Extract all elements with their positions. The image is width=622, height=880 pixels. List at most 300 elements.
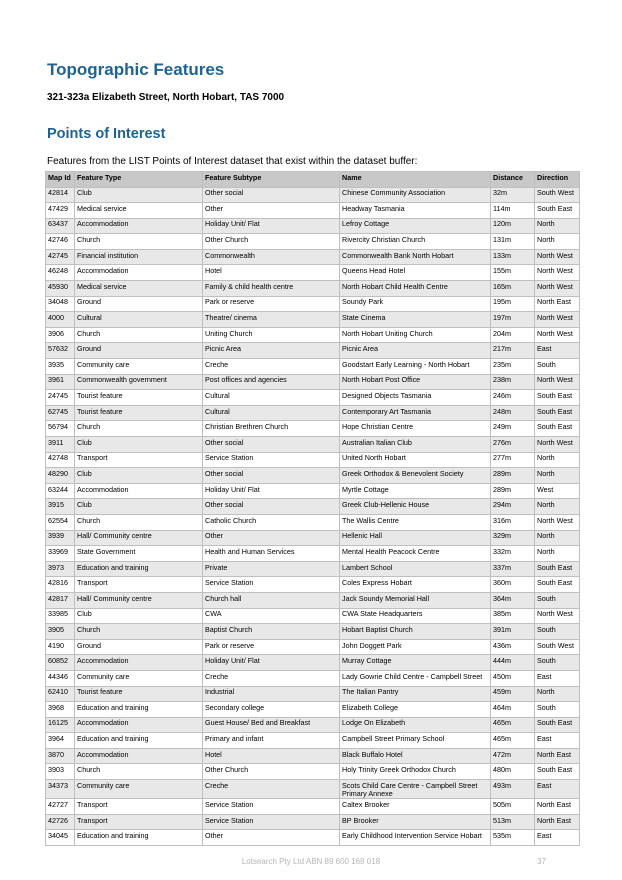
name-cell: Greek Orthodox & Benevolent Society <box>340 468 491 484</box>
map-id-cell: 33985 <box>46 608 75 624</box>
name-cell: Queens Head Hotel <box>340 265 491 281</box>
feature-subtype-cell: Uniting Church <box>203 327 340 343</box>
table-row <box>46 296 580 312</box>
map-id-cell: 4000 <box>46 312 75 328</box>
direction-cell: North West <box>535 281 580 297</box>
feature-subtype-cell: Service Station <box>203 577 340 593</box>
feature-subtype-cell: Hotel <box>203 748 340 764</box>
direction-cell: South West <box>535 187 580 203</box>
name-cell: North Hobart Child Health Centre <box>340 281 491 297</box>
name-cell: Hobart Baptist Church <box>340 624 491 640</box>
map-id-cell: 3903 <box>46 764 75 780</box>
distance-cell: 329m <box>491 530 535 546</box>
name-cell: Goodstart Early Learning - North Hobart <box>340 359 491 375</box>
column-header: Name <box>340 172 491 188</box>
map-id-cell: 60852 <box>46 655 75 671</box>
map-id-cell: 24745 <box>46 390 75 406</box>
distance-cell: 235m <box>491 359 535 375</box>
direction-cell: South <box>535 592 580 608</box>
map-id-cell: 42748 <box>46 452 75 468</box>
name-cell: Holy Trinity Greek Orthodox Church <box>340 764 491 780</box>
distance-cell: 238m <box>491 374 535 390</box>
distance-cell: 364m <box>491 592 535 608</box>
name-cell: North Hobart Post Office <box>340 374 491 390</box>
distance-cell: 289m <box>491 483 535 499</box>
feature-subtype-cell: Post offices and agencies <box>203 374 340 390</box>
feature-type-cell: Accommodation <box>75 748 203 764</box>
column-header: Map Id <box>46 172 75 188</box>
feature-subtype-cell: Service Station <box>203 452 340 468</box>
feature-type-cell: Tourist feature <box>75 686 203 702</box>
table-row <box>46 374 580 390</box>
distance-cell: 337m <box>491 561 535 577</box>
map-id-cell: 42814 <box>46 187 75 203</box>
direction-cell: South East <box>535 203 580 219</box>
table-row <box>46 702 580 718</box>
table-row <box>46 577 580 593</box>
direction-cell: South East <box>535 577 580 593</box>
footer-company: Lotsearch Pty Ltd ABN 89 600 168 018 <box>241 857 381 866</box>
distance-cell: 450m <box>491 670 535 686</box>
map-id-cell: 3961 <box>46 374 75 390</box>
feature-subtype-cell: Other social <box>203 187 340 203</box>
direction-cell: North East <box>535 748 580 764</box>
distance-cell: 472m <box>491 748 535 764</box>
name-cell: Murray Cottage <box>340 655 491 671</box>
name-cell: Lambert School <box>340 561 491 577</box>
map-id-cell: 3906 <box>46 327 75 343</box>
direction-cell: North West <box>535 608 580 624</box>
feature-type-cell: Church <box>75 421 203 437</box>
direction-cell: South <box>535 624 580 640</box>
direction-cell: North <box>535 686 580 702</box>
table-header-row <box>46 172 580 188</box>
name-cell: United North Hobart <box>340 452 491 468</box>
map-id-cell: 4190 <box>46 639 75 655</box>
name-cell: Hope Christian Centre <box>340 421 491 437</box>
direction-cell: North <box>535 530 580 546</box>
map-id-cell: 44346 <box>46 670 75 686</box>
direction-cell: North <box>535 468 580 484</box>
distance-cell: 197m <box>491 312 535 328</box>
feature-subtype-cell: Holiday Unit/ Flat <box>203 655 340 671</box>
map-id-cell: 42726 <box>46 814 75 830</box>
feature-subtype-cell: Holiday Unit/ Flat <box>203 483 340 499</box>
feature-subtype-cell: Service Station <box>203 799 340 815</box>
direction-cell: North West <box>535 374 580 390</box>
distance-cell: 464m <box>491 702 535 718</box>
map-id-cell: 42745 <box>46 249 75 265</box>
distance-cell: 248m <box>491 405 535 421</box>
name-cell: Headway Tasmania <box>340 203 491 219</box>
table-body <box>46 187 580 846</box>
name-cell: Jack Soundy Memorial Hall <box>340 592 491 608</box>
feature-type-cell: Medical service <box>75 281 203 297</box>
feature-type-cell: Ground <box>75 296 203 312</box>
distance-cell: 316m <box>491 514 535 530</box>
distance-cell: 360m <box>491 577 535 593</box>
points-of-interest-table <box>45 171 580 846</box>
feature-subtype-cell: Other Church <box>203 764 340 780</box>
name-cell: Caltex Brooker <box>340 799 491 815</box>
feature-type-cell: Transport <box>75 577 203 593</box>
distance-cell: 505m <box>491 799 535 815</box>
table-row <box>46 748 580 764</box>
feature-subtype-cell: Primary and infant <box>203 733 340 749</box>
feature-type-cell: Ground <box>75 639 203 655</box>
direction-cell: East <box>535 670 580 686</box>
table-row <box>46 733 580 749</box>
feature-subtype-cell: Other social <box>203 437 340 453</box>
table-row <box>46 405 580 421</box>
table-row <box>46 780 580 799</box>
table-row <box>46 799 580 815</box>
table-row <box>46 655 580 671</box>
section-intro: Features from the LIST Points of Interest dataset that exist within the dataset buffer: <box>47 156 418 167</box>
section-title: Points of Interest <box>47 126 166 142</box>
feature-subtype-cell: Industrial <box>203 686 340 702</box>
distance-cell: 32m <box>491 187 535 203</box>
map-id-cell: 45930 <box>46 281 75 297</box>
feature-subtype-cell: Service Station <box>203 814 340 830</box>
table-row <box>46 561 580 577</box>
name-cell: Myrtle Cottage <box>340 483 491 499</box>
map-id-cell: 33969 <box>46 546 75 562</box>
distance-cell: 294m <box>491 499 535 515</box>
feature-type-cell: Accommodation <box>75 655 203 671</box>
name-cell: Scots Child Care Centre - Campbell Street Primary Annexe <box>340 780 491 799</box>
name-cell: Black Buffalo Hotel <box>340 748 491 764</box>
map-id-cell: 34045 <box>46 830 75 846</box>
direction-cell: South West <box>535 639 580 655</box>
feature-subtype-cell: Cultural <box>203 390 340 406</box>
feature-subtype-cell: Creche <box>203 670 340 686</box>
map-id-cell: 42816 <box>46 577 75 593</box>
distance-cell: 289m <box>491 468 535 484</box>
map-id-cell: 62745 <box>46 405 75 421</box>
direction-cell: North <box>535 218 580 234</box>
table-row <box>46 327 580 343</box>
distance-cell: 436m <box>491 639 535 655</box>
table-row <box>46 343 580 359</box>
map-id-cell: 34373 <box>46 780 75 799</box>
direction-cell: East <box>535 343 580 359</box>
feature-subtype-cell: Other <box>203 530 340 546</box>
feature-type-cell: Tourist feature <box>75 405 203 421</box>
name-cell: Designed Objects Tasmania <box>340 390 491 406</box>
distance-cell: 155m <box>491 265 535 281</box>
map-id-cell: 3870 <box>46 748 75 764</box>
table-row <box>46 483 580 499</box>
map-id-cell: 3964 <box>46 733 75 749</box>
distance-cell: 465m <box>491 717 535 733</box>
feature-subtype-cell: Commonwealth <box>203 249 340 265</box>
name-cell: John Doggett Park <box>340 639 491 655</box>
feature-subtype-cell: Other social <box>203 468 340 484</box>
name-cell: Soundy Park <box>340 296 491 312</box>
feature-type-cell: Transport <box>75 452 203 468</box>
distance-cell: 133m <box>491 249 535 265</box>
name-cell: Contemporary Art Tasmania <box>340 405 491 421</box>
map-id-cell: 3905 <box>46 624 75 640</box>
feature-subtype-cell: Guest House/ Bed and Breakfast <box>203 717 340 733</box>
map-id-cell: 42727 <box>46 799 75 815</box>
feature-subtype-cell: Other <box>203 203 340 219</box>
direction-cell: North East <box>535 799 580 815</box>
feature-type-cell: Cultural <box>75 312 203 328</box>
feature-type-cell: Financial institution <box>75 249 203 265</box>
map-id-cell: 16125 <box>46 717 75 733</box>
map-id-cell: 57632 <box>46 343 75 359</box>
feature-subtype-cell: Christian Brethren Church <box>203 421 340 437</box>
feature-type-cell: State Government <box>75 546 203 562</box>
direction-cell: East <box>535 733 580 749</box>
map-id-cell: 48290 <box>46 468 75 484</box>
direction-cell: East <box>535 780 580 799</box>
column-header: Feature Type <box>75 172 203 188</box>
distance-cell: 217m <box>491 343 535 359</box>
column-header: Distance <box>491 172 535 188</box>
table-row <box>46 249 580 265</box>
name-cell: Lady Gowrie Child Centre - Campbell Street <box>340 670 491 686</box>
feature-type-cell: Commonwealth government <box>75 374 203 390</box>
distance-cell: 249m <box>491 421 535 437</box>
feature-type-cell: Hall/ Community centre <box>75 592 203 608</box>
feature-type-cell: Church <box>75 624 203 640</box>
direction-cell: South East <box>535 764 580 780</box>
feature-type-cell: Community care <box>75 780 203 799</box>
name-cell: Elizabeth College <box>340 702 491 718</box>
name-cell: Rivercity Christian Church <box>340 234 491 250</box>
feature-type-cell: Community care <box>75 359 203 375</box>
map-id-cell: 42817 <box>46 592 75 608</box>
table-row <box>46 670 580 686</box>
direction-cell: North <box>535 234 580 250</box>
direction-cell: South East <box>535 717 580 733</box>
feature-type-cell: Medical service <box>75 203 203 219</box>
table-row <box>46 499 580 515</box>
table-row <box>46 764 580 780</box>
feature-subtype-cell: Holiday Unit/ Flat <box>203 218 340 234</box>
table-row <box>46 203 580 219</box>
column-header: Feature Subtype <box>203 172 340 188</box>
table-row <box>46 281 580 297</box>
feature-subtype-cell: Health and Human Services <box>203 546 340 562</box>
feature-type-cell: Hall/ Community centre <box>75 530 203 546</box>
distance-cell: 131m <box>491 234 535 250</box>
map-id-cell: 62410 <box>46 686 75 702</box>
direction-cell: South <box>535 655 580 671</box>
name-cell: CWA State Headquarters <box>340 608 491 624</box>
direction-cell: South <box>535 359 580 375</box>
feature-type-cell: Education and training <box>75 561 203 577</box>
map-id-cell: 3973 <box>46 561 75 577</box>
direction-cell: South East <box>535 561 580 577</box>
table-row <box>46 218 580 234</box>
direction-cell: North West <box>535 437 580 453</box>
feature-subtype-cell: Other social <box>203 499 340 515</box>
feature-subtype-cell: Baptist Church <box>203 624 340 640</box>
feature-subtype-cell: Creche <box>203 359 340 375</box>
feature-type-cell: Accommodation <box>75 265 203 281</box>
name-cell: The Wallis Centre <box>340 514 491 530</box>
feature-type-cell: Transport <box>75 799 203 815</box>
table-row <box>46 421 580 437</box>
feature-type-cell: Accommodation <box>75 717 203 733</box>
map-id-cell: 3968 <box>46 702 75 718</box>
distance-cell: 444m <box>491 655 535 671</box>
feature-subtype-cell: Theatre/ cinema <box>203 312 340 328</box>
name-cell: Hellenic Hall <box>340 530 491 546</box>
table-row <box>46 390 580 406</box>
feature-type-cell: Education and training <box>75 830 203 846</box>
column-header: Direction <box>535 172 580 188</box>
table-row <box>46 468 580 484</box>
feature-type-cell: Church <box>75 514 203 530</box>
feature-subtype-cell: Church hall <box>203 592 340 608</box>
direction-cell: North West <box>535 514 580 530</box>
map-id-cell: 63437 <box>46 218 75 234</box>
direction-cell: South East <box>535 405 580 421</box>
table-row <box>46 312 580 328</box>
map-id-cell: 34048 <box>46 296 75 312</box>
distance-cell: 480m <box>491 764 535 780</box>
feature-type-cell: Church <box>75 327 203 343</box>
distance-cell: 246m <box>491 390 535 406</box>
map-id-cell: 63244 <box>46 483 75 499</box>
name-cell: Picnic Area <box>340 343 491 359</box>
table-row <box>46 608 580 624</box>
direction-cell: West <box>535 483 580 499</box>
table-row <box>46 452 580 468</box>
distance-cell: 276m <box>491 437 535 453</box>
map-id-cell: 47429 <box>46 203 75 219</box>
name-cell: The Italian Pantry <box>340 686 491 702</box>
table-row <box>46 187 580 203</box>
feature-type-cell: Club <box>75 468 203 484</box>
feature-type-cell: Ground <box>75 343 203 359</box>
feature-type-cell: Church <box>75 234 203 250</box>
table-row <box>46 830 580 846</box>
direction-cell: North <box>535 499 580 515</box>
distance-cell: 391m <box>491 624 535 640</box>
direction-cell: North West <box>535 249 580 265</box>
map-id-cell: 3915 <box>46 499 75 515</box>
name-cell: North Hobart Uniting Church <box>340 327 491 343</box>
feature-type-cell: Education and training <box>75 733 203 749</box>
name-cell: Australian Italian Club <box>340 437 491 453</box>
name-cell: Chinese Community Association <box>340 187 491 203</box>
table-row <box>46 530 580 546</box>
distance-cell: 332m <box>491 546 535 562</box>
table-row <box>46 359 580 375</box>
distance-cell: 204m <box>491 327 535 343</box>
feature-type-cell: Education and training <box>75 702 203 718</box>
feature-subtype-cell: Park or reserve <box>203 296 340 312</box>
direction-cell: East <box>535 830 580 846</box>
table-row <box>46 686 580 702</box>
distance-cell: 195m <box>491 296 535 312</box>
direction-cell: North <box>535 546 580 562</box>
map-id-cell: 56794 <box>46 421 75 437</box>
table-row <box>46 546 580 562</box>
feature-subtype-cell: Catholic Church <box>203 514 340 530</box>
direction-cell: North East <box>535 814 580 830</box>
direction-cell: South <box>535 702 580 718</box>
feature-subtype-cell: Other <box>203 830 340 846</box>
direction-cell: South East <box>535 421 580 437</box>
distance-cell: 277m <box>491 452 535 468</box>
feature-subtype-cell: Hotel <box>203 265 340 281</box>
distance-cell: 114m <box>491 203 535 219</box>
map-id-cell: 62554 <box>46 514 75 530</box>
map-id-cell: 42746 <box>46 234 75 250</box>
feature-type-cell: Tourist feature <box>75 390 203 406</box>
table-row <box>46 514 580 530</box>
distance-cell: 165m <box>491 281 535 297</box>
map-id-cell: 46248 <box>46 265 75 281</box>
name-cell: Campbell Street Primary School <box>340 733 491 749</box>
table-row <box>46 592 580 608</box>
direction-cell: South East <box>535 390 580 406</box>
table-row <box>46 639 580 655</box>
direction-cell: North <box>535 452 580 468</box>
distance-cell: 535m <box>491 830 535 846</box>
feature-subtype-cell: Picnic Area <box>203 343 340 359</box>
table-row <box>46 437 580 453</box>
name-cell: Lefroy Cottage <box>340 218 491 234</box>
table-row <box>46 717 580 733</box>
map-id-cell: 3911 <box>46 437 75 453</box>
feature-type-cell: Community care <box>75 670 203 686</box>
map-id-cell: 3935 <box>46 359 75 375</box>
name-cell: Coles Express Hobart <box>340 577 491 593</box>
name-cell: Mental Health Peacock Centre <box>340 546 491 562</box>
feature-type-cell: Accommodation <box>75 218 203 234</box>
direction-cell: North West <box>535 312 580 328</box>
direction-cell: North West <box>535 265 580 281</box>
name-cell: State Cinema <box>340 312 491 328</box>
name-cell: Early Childhood Intervention Service Hobart <box>340 830 491 846</box>
map-id-cell: 3939 <box>46 530 75 546</box>
feature-subtype-cell: Secondary college <box>203 702 340 718</box>
distance-cell: 385m <box>491 608 535 624</box>
name-cell: Greek Club-Hellenic House <box>340 499 491 515</box>
distance-cell: 459m <box>491 686 535 702</box>
feature-type-cell: Accommodation <box>75 483 203 499</box>
feature-subtype-cell: Other Church <box>203 234 340 250</box>
name-cell: Commonwealth Bank North Hobart <box>340 249 491 265</box>
feature-subtype-cell: Private <box>203 561 340 577</box>
feature-type-cell: Club <box>75 437 203 453</box>
distance-cell: 120m <box>491 218 535 234</box>
table-row <box>46 234 580 250</box>
feature-type-cell: Church <box>75 764 203 780</box>
table-row <box>46 624 580 640</box>
distance-cell: 493m <box>491 780 535 799</box>
table-row <box>46 814 580 830</box>
page-number: 37 <box>537 857 546 866</box>
direction-cell: North East <box>535 296 580 312</box>
feature-type-cell: Club <box>75 608 203 624</box>
feature-type-cell: Club <box>75 499 203 515</box>
feature-subtype-cell: Park or reserve <box>203 639 340 655</box>
feature-type-cell: Club <box>75 187 203 203</box>
feature-subtype-cell: Creche <box>203 780 340 799</box>
site-address: 321-323a Elizabeth Street, North Hobart, TAS 7000 <box>47 92 285 103</box>
direction-cell: North West <box>535 327 580 343</box>
feature-type-cell: Transport <box>75 814 203 830</box>
